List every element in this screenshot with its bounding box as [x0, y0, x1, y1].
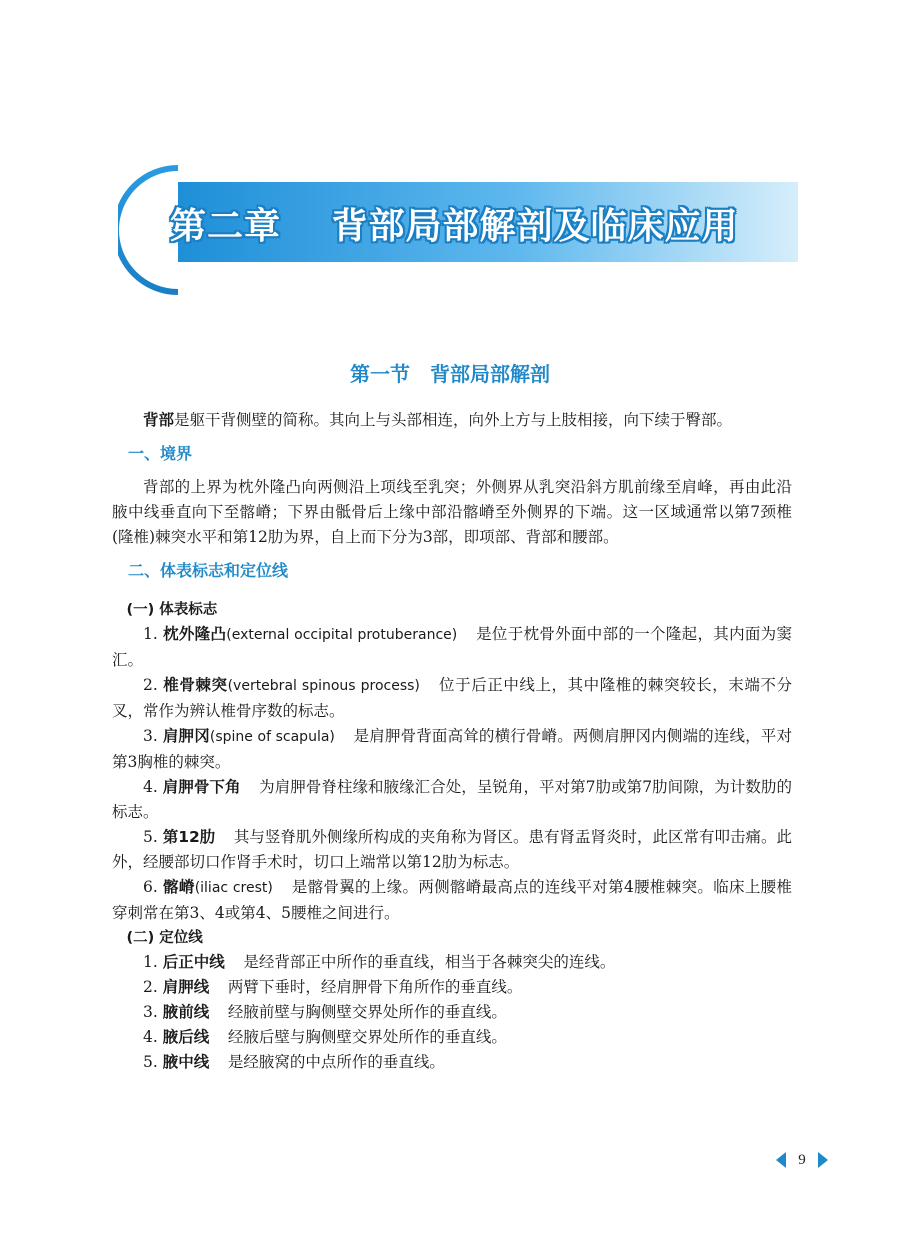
item-number: 2.	[143, 978, 158, 996]
page-content	[112, 408, 792, 1075]
list-item	[112, 673, 792, 724]
item-term: 第12肋	[162, 828, 216, 846]
list-item	[112, 825, 792, 875]
item-term: 腋中线	[162, 1053, 210, 1071]
item-text: 位于后正中线上，其中隆椎的棘突较长，末端不分叉，常作为辨认椎骨序数的标志。	[112, 676, 792, 720]
section-title: 第一节 背部局部解剖	[350, 362, 550, 386]
intro-paragraph	[112, 408, 792, 433]
item-term: 肩胛骨下角	[162, 778, 241, 796]
item-number: 5.	[143, 1053, 158, 1071]
item-number: 3.	[143, 1003, 158, 1021]
item-english: (vertebral spinous process)	[227, 678, 420, 694]
list-item	[112, 975, 792, 1000]
list-item	[112, 1025, 792, 1050]
item-number: 3.	[143, 727, 158, 745]
item-text: 经腋前壁与胸侧壁交界处所作的垂直线。	[227, 1003, 507, 1021]
item-term: 腋后线	[162, 1028, 210, 1046]
item-term: 肩胛线	[162, 978, 210, 996]
item-term: 腋前线	[162, 1003, 210, 1021]
heading-boundary: 一、境界	[128, 444, 193, 463]
item-text: 是经背部正中所作的垂直线，相当于各棘突尖的连线。	[243, 953, 616, 971]
chapter-banner	[118, 160, 798, 300]
item-term: 后正中线	[162, 953, 225, 971]
list-item	[112, 724, 792, 775]
item-number: 5.	[143, 828, 158, 846]
item-english: (iliac crest)	[194, 880, 273, 896]
banner-arc	[118, 168, 178, 292]
right-triangle-icon	[818, 1152, 828, 1168]
item-text: 是髂骨翼的上缘。两侧髂嵴最高点的连线平对第4腰椎棘突。临床上腰椎穿刺常在第3、4或第4、5腰椎之间进行。	[112, 878, 792, 922]
item-english: (external occipital protuberance)	[226, 627, 458, 643]
item-term: 枕外隆凸	[163, 625, 227, 643]
intro-text: 是躯干背侧壁的简称。其向上与头部相连，向外上方与上肢相接，向下续于臀部。	[174, 411, 733, 429]
item-english: (spine of scapula)	[209, 729, 335, 745]
list-item	[112, 1050, 792, 1075]
subheading-surface-landmarks: (一) 体表标志	[126, 602, 218, 618]
item-text: 是经腋窝的中点所作的垂直线。	[227, 1053, 445, 1071]
item-term: 肩胛冈	[162, 727, 210, 745]
item-text: 是肩胛骨背面高耸的横行骨嵴。两侧肩胛冈内侧端的连线，平对第3胸椎的棘突。	[112, 727, 792, 771]
item-text: 经腋后壁与胸侧壁交界处所作的垂直线。	[227, 1028, 507, 1046]
item-text: 其与竖脊肌外侧缘所构成的夹角称为肾区。患有肾盂肾炎时，此区常有叩击痛。此外，经腰部切口作肾手术时，切口上端常以第12肋为标志。	[112, 828, 792, 871]
boundary-paragraph: 背部的上界为枕外隆凸向两侧沿上项线至乳突；外侧界从乳突沿斜方肌前缘至肩峰，再由此沿腋中线垂直向下至髂嵴；下界由骶骨后上缘中部沿髂嵴至外侧界的下端。这一区域通常以第7颈椎(隆椎)棘突水平和第12肋为界，自上而下分为3部，即项部、背部和腰部。	[112, 478, 792, 546]
item-number: 1.	[143, 953, 158, 971]
list-item	[112, 875, 792, 926]
subheading-reference-lines: (二) 定位线	[126, 930, 203, 946]
chapter-title: 第二章 背部局部解剖及临床应用	[170, 206, 739, 247]
item-number: 2.	[143, 676, 158, 694]
item-number: 4.	[143, 778, 158, 796]
item-term: 椎骨棘突	[163, 676, 228, 694]
item-number: 1.	[143, 625, 158, 643]
item-number: 4.	[143, 1028, 158, 1046]
heading-landmarks: 二、体表标志和定位线	[128, 561, 289, 580]
item-text: 两臂下垂时，经肩胛骨下角所作的垂直线。	[227, 978, 523, 996]
list-item	[112, 622, 792, 673]
list-item	[112, 950, 792, 975]
item-number: 6.	[143, 878, 158, 896]
list-item	[112, 775, 792, 825]
page-number: 9	[798, 1151, 806, 1168]
item-text: 为肩胛骨脊柱缘和腋缘汇合处，呈锐角，平对第7肋或第7肋间隙，为计数肋的标志。	[112, 778, 792, 821]
item-term: 髂嵴	[163, 878, 195, 896]
item-text: 是位于枕骨外面中部的一个隆起，其内面为窦汇。	[112, 625, 792, 669]
intro-term: 背部	[143, 411, 175, 429]
list-item	[112, 1000, 792, 1025]
